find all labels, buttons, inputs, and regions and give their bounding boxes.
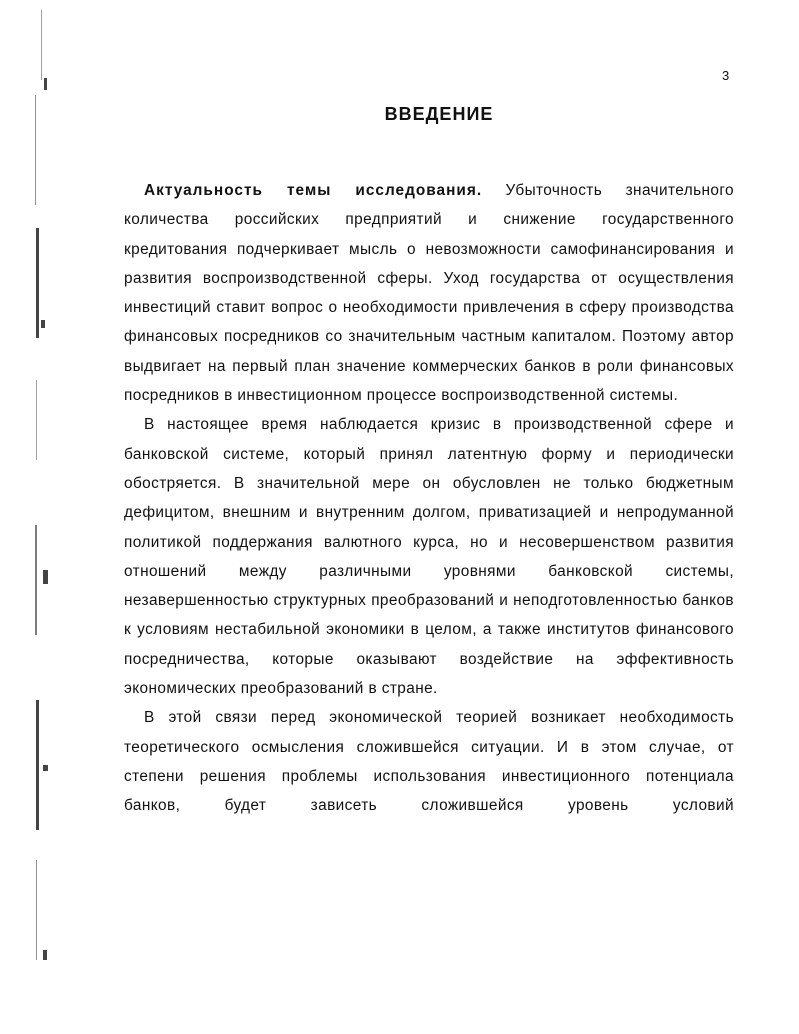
paragraph-crisis xyxy=(124,410,734,703)
paragraph-relevance xyxy=(124,176,734,410)
paragraph-text: В настоящее время наблюдается кризис в производственной сфере и банковской системе, который принял латентную форму и периодически обостряется. В значительной мере он обусловлен не только бюджетным дефицитом, внешним и внутренним долгом, приватизацией и непродуманной политикой поддержания валютного курса, но и несовершенством развития отношений между различными уровнями банковской системы, незавершенностью структурных преобразований и неподготовленностью банков к условиям нестабильной экономики в целом, а также институтов финансового посредничества, которые оказывают воздействие на эффективность экономических преобразований в стране. xyxy=(124,416,734,698)
page-number: 3 xyxy=(722,68,730,83)
scan-edge-artifact xyxy=(33,0,47,1034)
paragraph-lead: Актуальность темы исследования. xyxy=(144,182,483,199)
page-title: ВВЕДЕНИЕ xyxy=(384,104,494,124)
document-body xyxy=(124,176,734,821)
paragraph-text: В этой связи перед экономической теорией возникает необходимость теоретического осмысления сложившейся ситуации. И в этом случае, от степени решения проблемы использования инвестиционного потенциала банков, будет зависеть сложившейся уровень условий xyxy=(124,709,734,815)
paragraph-theory xyxy=(124,703,734,820)
paragraph-text: Убыточность значительного количества российских предприятий и снижение государственного кредитования подчеркивает мысль о невозможности самофинансирования и развития воспроизводственной сферы. Уход государства от осуществления инвестиций ставит вопрос о необходимости привлечения в сферу производства финансовых посредников со значительным частным капиталом. Поэтому автор выдвигает на первый план значение коммерческих банков в роли финансовых посредников в инвестиционном процессе воспроизводственной системы. xyxy=(124,182,734,405)
